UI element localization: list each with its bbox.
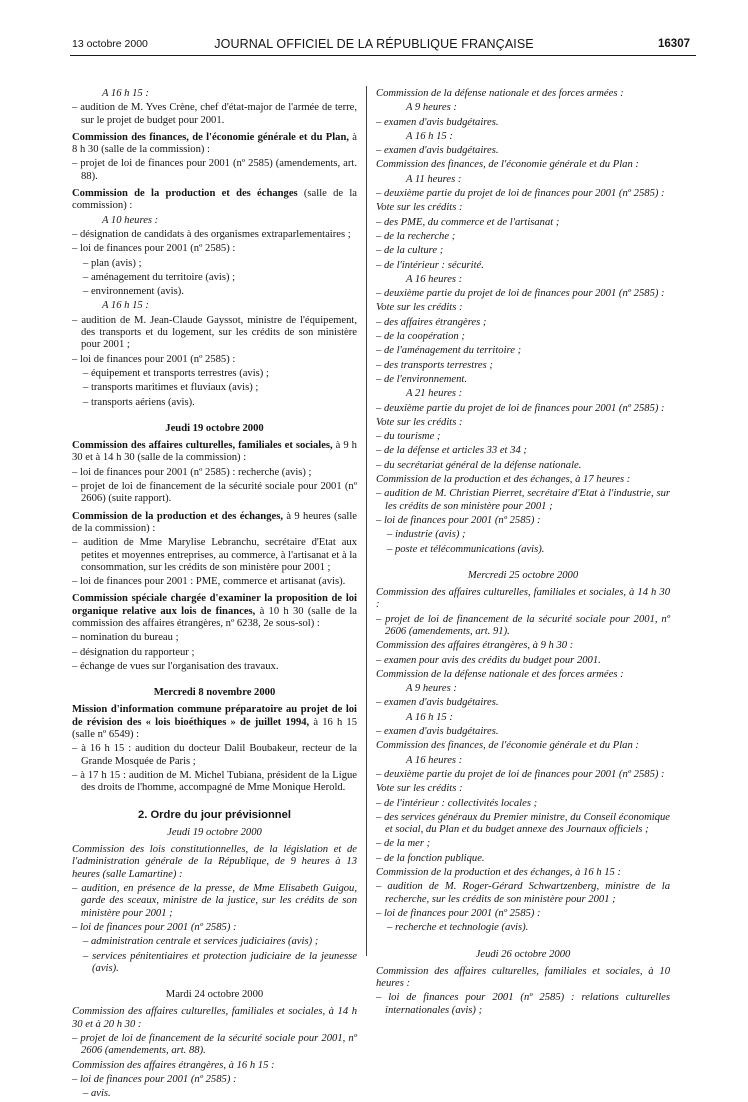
agenda-item: – audition de M. Roger-Gérard Schwartzenberg, ministre de la recherche, sur les crédits de son ministère pour 2001 ; [376,881,670,905]
agenda-item: – audition de M. Yves Crène, chef d'état-major de l'armée de terre, sur le projet de budget pour 2001. [72,102,357,126]
committee-heading [72,188,357,213]
agenda-item: – loi de finances pour 2001 (nº 2585) : [376,907,541,919]
agenda-item: – des affaires étrangères ; [376,316,487,328]
agenda-item: – projet de loi de financement de la sécurité sociale pour 2001 (nº 2606) (suite rapport). [72,481,357,505]
time-heading: A 16 h 15 : [406,130,453,142]
time-heading: A 16 heures : [406,754,463,766]
date-heading: Mercredi 25 octobre 2000 [467,569,579,581]
agenda-item: – loi de finances pour 2001 (nº 2585) : recherche (avis) ; [72,466,312,478]
committee-heading [72,511,357,536]
time-heading: A 16 h 15 : [406,711,453,723]
vote-heading: Vote sur les crédits : [376,202,463,214]
header-date: 13 octobre 2000 [72,38,148,50]
agenda-item: – des transports terrestres ; [376,359,493,371]
committee-details: à 9 h 30 et à 14 h 30 (salle de la commission) : [72,440,357,464]
agenda-item: – examen pour avis des crédits du budget pour 2001. [376,654,601,666]
vote-heading: Vote sur les crédits : [376,783,463,795]
agenda-subitem: – transports aériens (avis). [83,396,195,408]
agenda-item: – deuxième partie du projet de loi de finances pour 2001 (nº 2585) : [376,288,665,300]
agenda-item: – échange de vues sur l'organisation des travaux. [72,660,279,672]
agenda-item: – désignation de candidats à des organismes extraparlementaires ; [72,228,351,240]
committee-name: Commission spéciale chargée d'examiner la proposition de loi organique relative aux lois de finances, [72,593,357,617]
time-heading: A 9 heures : [406,683,457,695]
time-heading: A 16 heures : [406,273,463,285]
committee-name: Commission des affaires culturelles, familiales et sociales, [72,440,333,452]
left-column [72,88,357,1102]
agenda-item: – audition de M. Jean-Claude Gayssot, ministre de l'équipement, des transports et du logement, sur les crédits de son ministère pour 2001 ; [72,314,357,351]
committee-heading [72,593,357,630]
time-heading: A 11 heures : [406,173,462,185]
agenda-subitem: – recherche et technologie (avis). [387,922,529,934]
committee-name: Commission des finances, de l'économie générale et du Plan, [72,131,350,143]
committee-heading: Commission de la production et des échanges, à 16 h 15 : [376,867,622,879]
agenda-item: – deuxième partie du projet de loi de finances pour 2001 (nº 2585) : [376,402,665,414]
agenda-item: – audition, en présence de la presse, de Mme Elisabeth Guigou, garde des sceaux, ministre de la justice, sur les crédits de son ministère pour 2001 ; [72,883,357,919]
committee-heading: Commission de la production et des échanges, à 17 heures : [376,474,631,486]
agenda-item: – de la recherche ; [376,230,456,242]
time-heading: A 16 h 15 : [102,88,149,99]
agenda-item: – audition de Mme Marylise Lebranchu, secrétaire d'Etat aux petites et moyennes entreprises, au commerce, à l'artisanat et à la consommation, sur les crédits de son ministère pour 2001 ; [72,537,357,573]
agenda-subitem: – avis. [83,1088,111,1100]
agenda-item: – projet de loi de finances pour 2001 (nº 2585) (amendements, art. 88). [72,158,357,182]
committee-heading: Commission des affaires étrangères, à 16 h 15 : [72,1059,275,1071]
committee-heading: Commission des finances, de l'économie générale et du Plan : [376,159,639,171]
time-heading: A 9 heures : [406,102,457,114]
committee-name: Commission de la production et des échanges, [72,510,283,522]
committee-heading: Commission des lois constitutionnelles, de la législation et de l'administration générale de la République, de 9 heures à 13 heures (salle Lamartine) : [72,844,357,880]
committee-details: (salle de la commission) : [72,188,357,212]
time-heading: A 16 h 15 : [102,300,149,312]
agenda-item: – loi de finances pour 2001 (nº 2585) : [376,514,541,526]
committee-name: Commission de la production et des échanges [72,188,298,200]
page-number: 16307 [658,38,690,50]
committee-heading: Commission des finances, de l'économie générale et du Plan : [376,740,639,752]
agenda-item: – projet de loi de financement de la sécurité sociale pour 2001, nº 2606 (amendements, art. 88). [72,1033,357,1057]
agenda-item: – de la défense et articles 33 et 34 ; [376,445,527,457]
committee-heading: Commission de la défense nationale et des forces armées : [376,88,624,99]
agenda-item: – désignation du rapporteur ; [72,646,195,658]
agenda-item: – deuxième partie du projet de loi de finances pour 2001 (nº 2585) : [376,768,665,780]
agenda-item: – à 16 h 15 : audition du docteur Dalil Boubakeur, recteur de la Grande Mosquée de Paris ; [72,743,357,767]
agenda-item: – loi de finances pour 2001 (nº 2585) : relations culturelles internationales (avis) ; [376,992,670,1016]
agenda-item: – examen d'avis budgétaires. [376,697,499,709]
time-heading: A 21 heures : [406,388,463,400]
committee-heading: Commission de la défense nationale et des forces armées : [376,668,624,680]
agenda-subitem: – aménagement du territoire (avis) ; [83,271,236,283]
agenda-item: – loi de finances pour 2001 (nº 2585) : [72,243,236,255]
agenda-item: – audition de M. Christian Pierret, secrétaire d'Etat à l'industrie, sur les crédits de son ministère pour 2001 ; [376,488,670,512]
time-heading: A 10 heures : [102,214,159,226]
date-heading: Mardi 24 octobre 2000 [165,989,264,1001]
agenda-subitem: – plan (avis) ; [83,257,142,269]
right-column [376,88,670,1019]
committee-heading: Commission des affaires culturelles, familiales et sociales, à 14 h 30 et à 20 h 30 : [72,1006,357,1030]
page-header [0,36,748,54]
date-heading: Jeudi 26 octobre 2000 [475,948,571,960]
agenda-item: – loi de finances pour 2001 (nº 2585) : [72,1073,237,1085]
date-heading: Jeudi 19 octobre 2000 [165,422,264,434]
agenda-item: – de la fonction publique. [376,852,485,864]
committee-heading: Commission des affaires culturelles, familiales et sociales, à 10 heures : [376,965,670,990]
agenda-item: – du secrétariat général de la défense nationale. [376,459,582,471]
agenda-item: – de la mer ; [376,838,431,850]
agenda-item: – des PME, du commerce et de l'artisanat ; [376,216,560,228]
agenda-item: – de l'aménagement du territoire ; [376,345,522,357]
agenda-item: – de la coopération ; [376,331,465,343]
committee-details: à 10 h 30 (salle de la commission des affaires étrangères, nº 6238, 2e sous-sol) : [72,605,357,629]
committee-details: à 9 heures (salle de la commission) : [72,510,358,534]
agenda-item: – loi de finances pour 2001 (nº 2585) : [72,921,237,933]
agenda-item: – projet de loi de financement de la sécurité sociale pour 2001, nº 2606 (amendements, art. 91). [376,613,670,637]
committee-heading: Commission des affaires étrangères, à 9 h 30 : [376,640,574,652]
agenda-subitem: – administration centrale et services judiciaires (avis) ; [83,936,319,948]
agenda-subitem: – transports maritimes et fluviaux (avis) ; [83,382,259,394]
agenda-item: – loi de finances pour 2001 : PME, commerce et artisanat (avis). [72,576,346,588]
agenda-subitem: – services pénitentiaires et protection judiciaire de la jeunesse (avis). [83,950,357,974]
agenda-item: – des services généraux du Premier ministre, du Conseil économique et social, du Plan et du budget annexe des Journaux officiels ; [376,811,670,836]
agenda-item: – deuxième partie du projet de loi de finances pour 2001 (nº 2585) : [376,188,665,200]
agenda-item: – loi de finances pour 2001 (nº 2585) : [72,353,236,365]
committee-heading: Commission des affaires culturelles, familiales et sociales, à 14 h 30 : [376,587,670,611]
committee-heading [72,440,357,465]
agenda-subitem: – poste et télécommunications (avis). [387,543,545,555]
agenda-item: – de la culture ; [376,245,444,257]
agenda-subitem: – équipement et transports terrestres (avis) ; [83,367,269,379]
agenda-item: – examen d'avis budgétaires. [376,726,499,738]
agenda-item: – de l'intérieur : sécurité. [376,259,484,271]
date-heading: Mercredi 8 novembre 2000 [153,687,276,699]
committee-details: à 16 h 15 (salle nº 6549) : [72,716,357,741]
committee-details: à 8 h 30 (salle de la commission) : [72,131,358,156]
agenda-item: – du tourisme ; [376,431,441,443]
journal-title: JOURNAL OFFICIEL DE LA RÉPUBLIQUE FRANÇAISE [214,37,534,51]
agenda-item: – à 17 h 15 : audition de M. Michel Tubiana, président de la Ligue des droits de l'homme, accompagné de Mme Monique Herold. [72,769,357,794]
agenda-item: – examen d'avis budgétaires. [376,145,499,157]
agenda-item: – examen d'avis budgétaires. [376,116,499,128]
agenda-subitem: – environnement (avis). [83,286,184,298]
agenda-item: – de l'intérieur : collectivités locales ; [376,797,538,809]
committee-heading [72,132,357,157]
agenda-item: – nomination du bureau ; [72,632,179,644]
section-title: 2. Ordre du jour prévisionnel [138,808,291,821]
vote-heading: Vote sur les crédits : [376,416,463,428]
committee-name: Mission d'information commune préparatoire au projet de loi de révision des « lois bioéthiques » de juillet 1994, [72,704,357,728]
header-rule [70,55,696,56]
column-divider [366,86,367,956]
date-heading: Jeudi 19 octobre 2000 [167,826,262,838]
committee-heading [72,704,357,741]
agenda-item: – de l'environnement. [376,373,468,385]
vote-heading: Vote sur les crédits : [376,302,463,314]
agenda-subitem: – industrie (avis) ; [387,529,466,541]
